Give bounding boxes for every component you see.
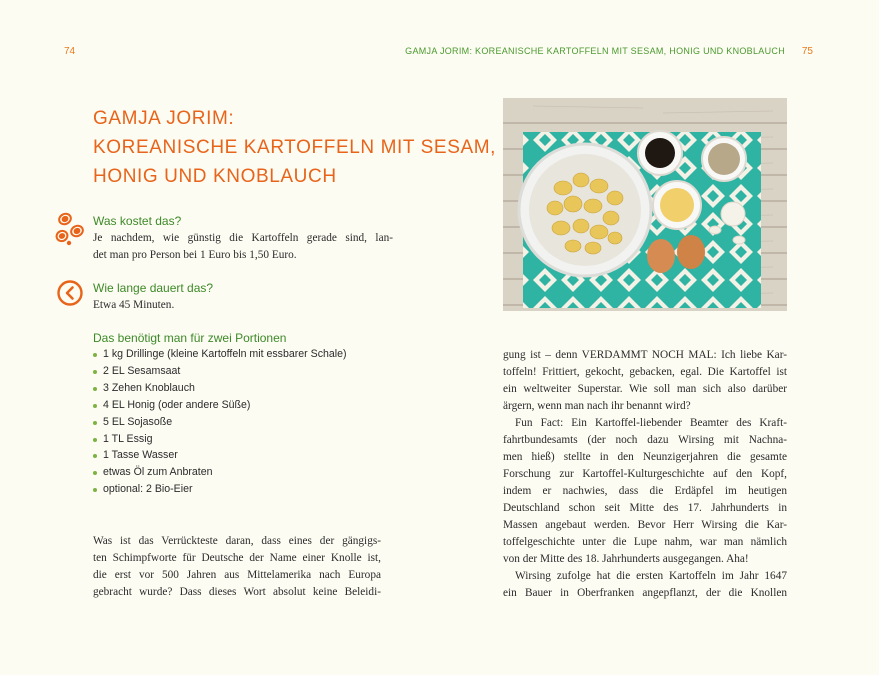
title-line: GAMJA JORIM: <box>93 108 235 129</box>
title-line: HONIG UND KNOBLAUCH <box>93 166 337 187</box>
text-line: Deutschland schon seit Mitte des 17. Jahrhunderts in <box>503 502 787 514</box>
body-text-right <box>503 347 787 602</box>
ingredients-heading: Das benötigt man für zwei Portionen <box>93 331 287 345</box>
list-item: 3 Zehen Knoblauch <box>93 380 413 397</box>
text-line: toffelgeschichte unter die Lupe nahm, war man nämlich <box>503 536 787 548</box>
list-item: 5 EL Sojasoße <box>93 414 413 431</box>
title-line: KOREANISCHE KARTOFFELN MIT SESAM, <box>93 137 497 158</box>
list-item: optional: 2 Bio-Eier <box>93 481 413 498</box>
text-line: gung ist – denn VERDAMMT NOCH MAL: Ich liebe Kar- <box>503 349 787 361</box>
body-text-left <box>93 533 381 601</box>
text-line: Etwa 45 Minuten. <box>93 299 175 311</box>
text-line: indem er nachwies, dass die Erdäpfel im heutigen <box>503 485 787 497</box>
ingredients-list <box>93 346 413 498</box>
text-line: Forschung zur Kartoffel-Kulturgeschichte auf den Kopf, <box>503 468 787 480</box>
cost-text <box>93 230 393 264</box>
list-item: 2 EL Sesamsaat <box>93 363 413 380</box>
text-line: Was ist das Verrückteste daran, dass eines der gängigs- <box>93 535 381 547</box>
cost-heading: Was kostet das? <box>93 214 182 228</box>
text-line: ein weltweiter Superstar. Wie soll man sich also darüber <box>503 383 787 395</box>
running-head: GAMJA JORIM: KOREANISCHE KARTOFFELN MIT SESAM, HONIG UND KNOBLAUCH <box>405 46 785 56</box>
text-line: Massen angebaut werden. Bevor Herr Wirsing die Kar- <box>503 519 787 531</box>
time-text <box>93 297 393 314</box>
recipe-title <box>93 104 497 191</box>
coins-icon <box>55 212 85 246</box>
text-line: toffeln! Frittiert, gekocht, gebacken, egal. Die Kartoffel ist <box>503 366 787 378</box>
list-item: 1 kg Drillinge (kleine Kartoffeln mit essbarer Schale) <box>93 346 413 363</box>
list-item: 1 TL Essig <box>93 431 413 448</box>
text-line: von der Mitte des 18. Jahrhunderts ausgegangen. Aha! <box>503 553 749 565</box>
list-item: etwas Öl zum Anbraten <box>93 464 413 481</box>
page-number-right: 75 <box>801 46 813 57</box>
clock-icon <box>56 279 84 307</box>
text-line: ten Schimpfworte für Deutsche der Name einer Knolle ist, <box>93 552 381 564</box>
text-line: die erst vor 500 Jahren aus Mittelamerika nach Europa <box>93 569 381 581</box>
list-item: 4 EL Honig (oder andere Süße) <box>93 397 413 414</box>
text-line: gebracht wurde? Dass dieses Wort absolut keine Beleidi- <box>93 586 381 598</box>
text-line: fahrtbundesamts (der noch dazu Wirsing mit Nachna- <box>503 434 787 446</box>
text-line: ärgern, wenn man nach ihr benannt wird? <box>503 400 691 412</box>
text-line: Wirsing zufolge hat die ersten Kartoffeln im Jahr 1647 <box>515 570 787 582</box>
text-line: det man pro Person bei 1 Euro bis 1,50 Euro. <box>93 249 297 261</box>
cost-section <box>93 214 393 264</box>
time-heading: Wie lange dauert das? <box>93 281 214 295</box>
text-line: Fun Fact: Ein Kartoffel-liebender Beamter des Kraft- <box>515 417 787 429</box>
text-line: Je nachdem, wie günstig die Kartoffeln gerade sind, lan- <box>93 232 393 244</box>
time-section <box>93 281 393 314</box>
text-line: ein Bauer in Oberfranken angepflanzt, der die Knollen <box>503 587 787 599</box>
text-line: men hieß) stellte in den Neunzigerjahren die gesamte <box>503 451 787 463</box>
ingredients-photo <box>503 98 787 311</box>
list-item: 1 Tasse Wasser <box>93 447 413 464</box>
ingredients-section <box>93 331 413 498</box>
page-number-left: 74 <box>64 46 76 57</box>
